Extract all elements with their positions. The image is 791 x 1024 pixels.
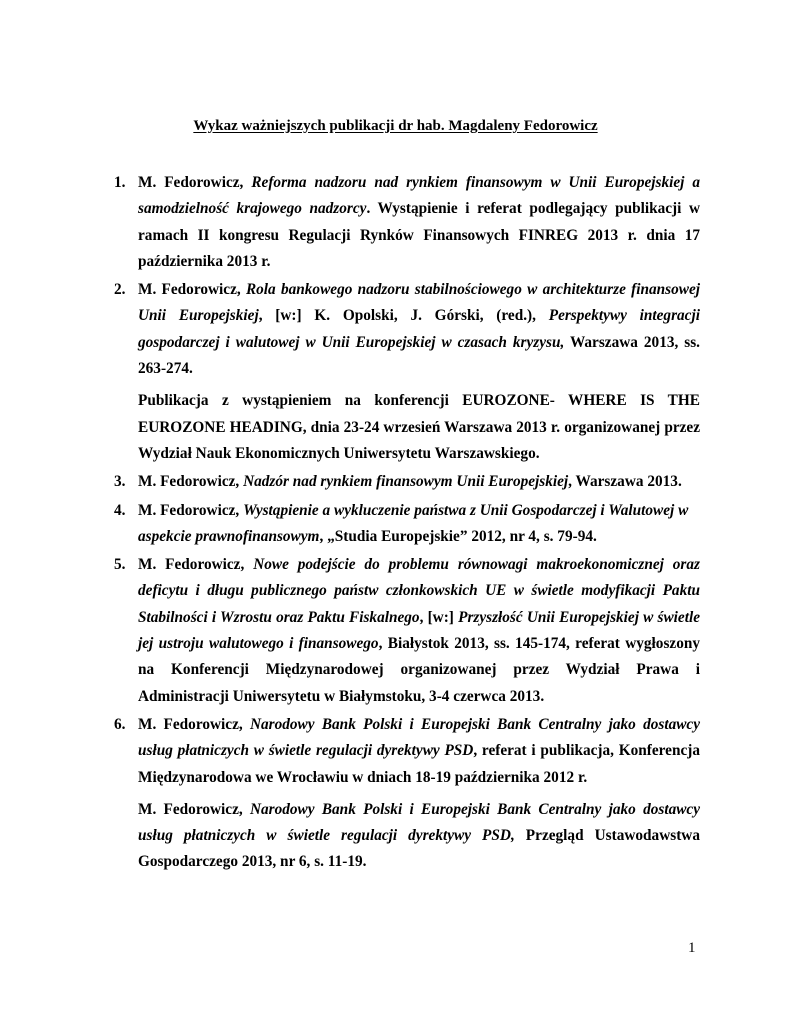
publication-text [138,797,700,876]
item-number: 2. [114,281,126,299]
publication-item-5 [114,552,700,710]
publication-item-1 [114,170,700,275]
author: M. Fedorowicz, [138,501,244,519]
author: M. Fedorowicz, [138,174,252,191]
item-number: 6. [114,715,126,733]
publication-details: , [w:] [419,608,459,626]
publication-details: , [w:] K. Opolski, J. Górski, (red.), [258,307,549,325]
author: M. Fedorowicz, [138,473,244,491]
book-title: Przyszłość Unii Europejskiej w świetle jej ustroju walutowego i finansowego [138,608,701,653]
author: M. Fedorowicz, [138,715,250,733]
publication-text [138,277,700,382]
publication-text [138,170,700,275]
publication-details: , „Studia Europejskie” 2012, nr 4, s. 79-94. [319,527,597,545]
publication-text [138,469,700,495]
conference-note: Publikacja z wystąpieniem na konferencji EUROZONE- WHERE IS THE EUROZONE HEADING, dnia 23-24 wrzesień Warszawa 2013 r. organizowanej przez Wydział Nauk Ekonomicznych Uniwersytetu Warszawskiego. [138,392,700,462]
author: M. Fedorowicz, [138,800,250,818]
publication-text [138,498,700,551]
publication-text [138,712,700,791]
publication-title: Rola bankowego nadzoru stabilnościowego w architekturze finansowej Unii Europejskiej [138,281,700,325]
publication-list [114,170,700,878]
publication-details: , referat i publikacja, Konferencja Międzynarodowa we Wrocławiu w dniach 18-19 października 2012 r. [138,742,700,786]
item-number: 1. [114,174,126,191]
publication-details: Warszawa 2013, ss. 263-274. [138,333,700,378]
publication-item-2 [114,277,700,467]
publication-item-3 [114,469,700,495]
book-title: Perspektywy integracji gospodarczej i walutowej w Unii Europejskiej w czasach kryzysu, [138,307,700,351]
publication-details: Przegląd Ustawodawstwa Gospodarczego 2013, nr 6, s. 11-19. [138,827,700,871]
publication-note [138,388,700,467]
author: M. Fedorowicz, [138,556,254,574]
page-title: Wykaz ważniejszych publikacji dr hab. Magdaleny Fedorowicz [193,118,598,134]
item-number: 5. [114,556,126,574]
publication-text [138,552,700,710]
publication-details: . Wystąpienie i referat podlegający publikacji w ramach II kongresu Regulacji Rynków Finansowych FINREG 2013 r. dnia 17 października 2013 r. [138,200,700,270]
item-number: 4. [114,501,126,519]
publication-title: Narodowy Bank Polski i Europejski Bank Centralny jako dostawcy usług płatniczych w świetle regulacji dyrektywy PSD [138,715,700,760]
publication-details: , Warszawa 2013. [568,473,682,491]
item-number: 3. [114,473,126,491]
publication-item-4 [114,498,700,551]
publication-details: , Białystok 2013, ss. 145-174, referat wygłoszony na Konferencji Międzynarodowej organizowanej przez Wydział Prawa i Administracji Uniwersytetu w Białymstoku, 3-4 czerwca 2013. [138,635,701,705]
page-number: 1 [688,940,696,956]
publication-title: Narodowy Bank Polski i Europejski Bank Centralny jako dostawcy usług płatniczych w świetle regulacji dyrektywy PSD, [138,800,700,845]
publication-title: Nowe podejście do problemu równowagi makroekonomicznej oraz deficytu i długu publicznego państw członkowskich UE w świetle modyfikacji Paktu Stabilności i Wzrostu oraz Paktu Fiskalnego [138,556,700,626]
author: M. Fedorowicz, [138,281,246,299]
publication-title: Wystąpienie a wykluczenie państwa z Unii Gospodarczej i Walutowej w aspekcie prawnofinansowym [138,501,689,545]
publication-item-6 [114,712,700,876]
publication-title: Nadzór nad rynkiem finansowym Unii Europejskiej [243,473,569,491]
publication-title: Reforma nadzoru nad rynkiem finansowym w Unii Europejskiej a samodzielność krajowego nadzorcy [138,174,700,218]
